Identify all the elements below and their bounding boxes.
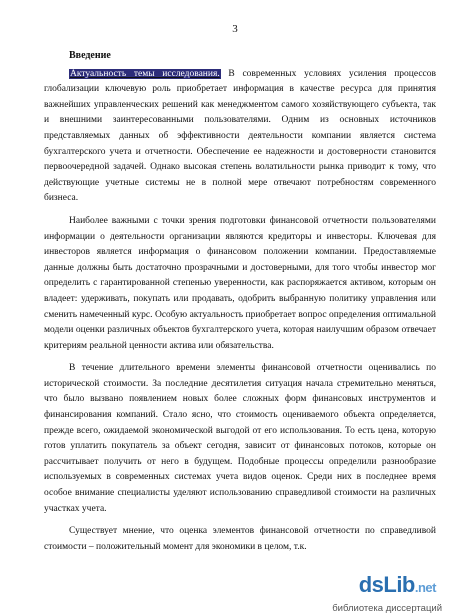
page-number: 3 [232,23,238,35]
paragraph-relevance [44,67,436,207]
watermark-caption: библиотека диссертаций [332,603,442,614]
site-watermark [294,572,444,614]
paragraph-users: Наиболее важными с точки зрения подготовки финансовой отчетности пользователями информации о деятельности организации являются кредиторы и инвесторы. Ключевая для инвесторов является информация о финансовом положении компании. Предоставляемые данные должны быть достаточно прозрачными и достоверными, для того чтобы инвестор мог определить с гарантированной степенью уверенности, как распоряжается активом, которым он владеет: удерживать, покупать или продавать, одобрить выбранную политику управления или сменить намеченный курс. Особую актуальность приобретает вопрос определения оптимальной модели оценки различных объектов бухгалтерского учета, которая наилучшим образом отвечает критериям реальной ценности актива или обязательства. [44,215,436,351]
paragraph-fair-value: Существует мнение, что оценка элементов финансовой отчетности по справедливой стоимости – положительный момент для экономики в целом, т.к. [44,526,436,552]
paragraph-historical-cost: В течение длительного времени элементы финансовой отчетности оценивались по исторической стоимости. За последние десятилетия ситуация начала стремительно меняться, что было вызвано появлением новых более сложных форм финансовых инструментов и финансирования компаний. Стало ясно, что стоимость оцениваемого объекта определяется, прежде всего, ожидаемой экономической выгодой от его использования. То есть цена, которую готов уплатить покупатель за объект сегодня, зависит от финансовых потоков, которые он рассчитывает получить от него в будущем. Подобные процессы определили разнообразие используемых в современных системах учета видов оценок. Среди них в последнее время особое внимание специалисты уделяют использованию справедливой стоимости на различных участках учета. [44,363,436,514]
watermark-logo [359,572,436,598]
relevance-label-text: Актуальность темы исследования. [70,68,220,79]
paragraph-text: В современных условиях усиления процессов глобализации ключевую роль приобретает информация в качестве ресурса для принятия важнейших управленческих решений как менеджментом самого хозяйствующего субъекта, так и внешними заинтересованными пользователями. Одним из основных источников представляемых данных об эффективности деятельности компании является система бухгалтерского учета и отчетности. Обеспечение ее надежности и достоверности становится первоочередной задачей. Однако высокая степень волатильности рынка приводит к тому, что действующие учетные системы не в полной мере отвечают потребностям современного бизнеса. [44,68,436,204]
watermark-logo-text: dsLib [358,572,415,597]
document-body [44,48,436,555]
relevance-label [69,69,221,79]
watermark-logo-suffix: .net [414,580,436,595]
section-heading: Введение [69,50,111,61]
